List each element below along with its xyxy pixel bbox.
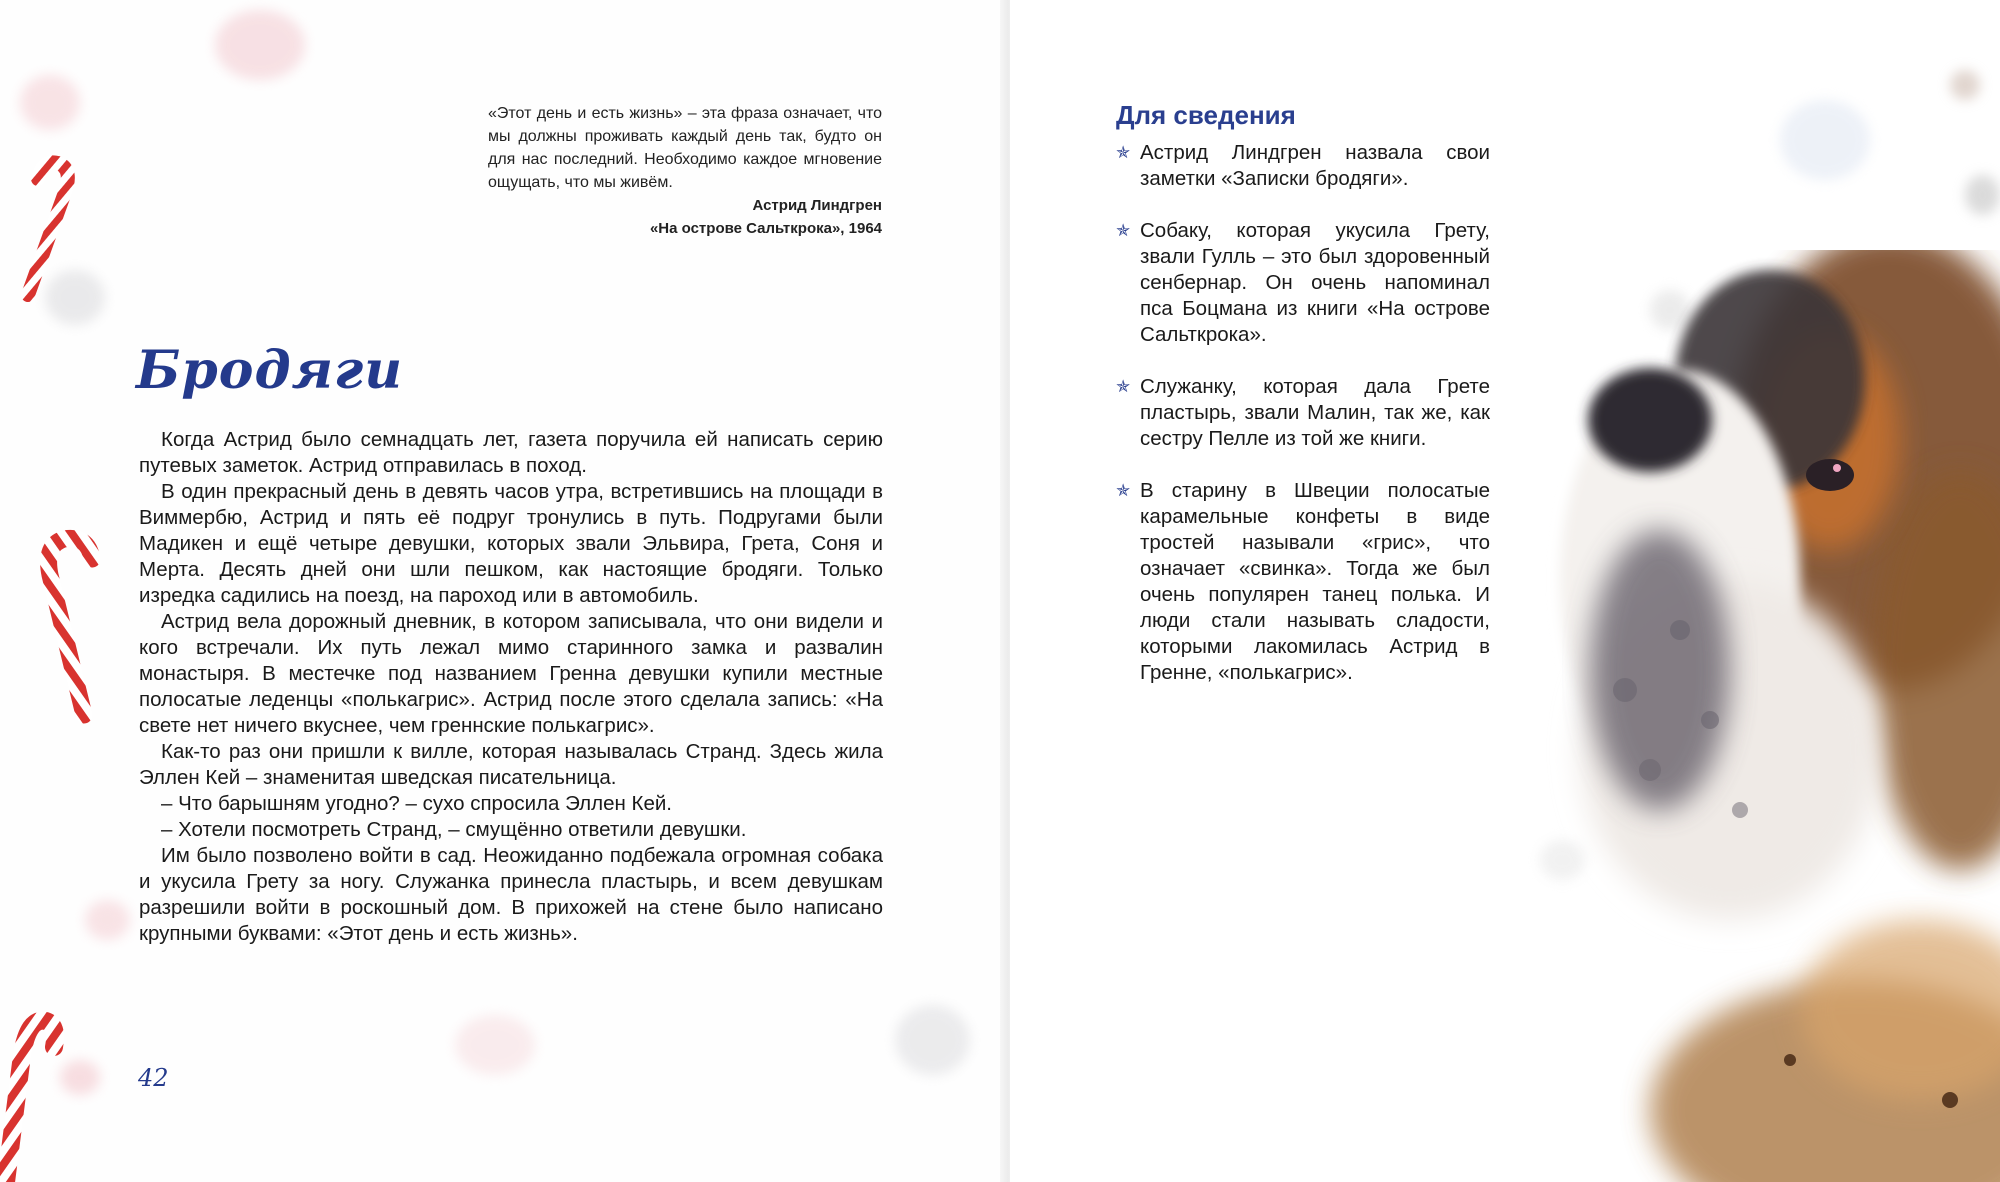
watercolor-blot xyxy=(85,900,130,940)
chapter-title: Бродяги xyxy=(136,340,404,401)
info-heading: Для сведения xyxy=(1116,100,1296,130)
info-item xyxy=(1116,218,1490,348)
paragraph: – Что барышням угодно? – сухо спросила Эллен Кей. xyxy=(161,792,672,815)
watercolor-blot xyxy=(215,10,305,80)
watercolor-blot xyxy=(1950,70,1980,100)
info-item-text: Астрид Линдгрен назвала свои заметки «Записки бродяги». xyxy=(1140,141,1490,190)
star-icon: ✯ xyxy=(1116,377,1131,396)
paragraph: Когда Астрид было семнадцать лет, газета поручила ей написать серию путевых заметок. Астрид отправилась в поход. xyxy=(139,428,883,477)
paragraph: Им было позволено войти в сад. Неожиданно подбежала огромная собака и укусила Грету за ногу. Служанка принесла пластырь, и всем девушкам разрешили войти в роскошный дом. В прихожей на стене было написано крупными буквами: «Этот день и есть жизнь». xyxy=(139,844,883,945)
watercolor-blot xyxy=(1965,175,2000,215)
candy-cane-illustration xyxy=(0,995,70,1182)
info-item-text: Служанку, которая дала Грете пластырь, звали Малин, так же, как сестру Пелле из той же книги. xyxy=(1140,375,1490,450)
info-item xyxy=(1116,478,1490,686)
paragraph: Астрид вела дорожный дневник, в котором записывала, что они видели и кого встречали. Их путь лежал мимо старинного замка и развалин монастыря. В местечке под названием Гренна девушки купили местные полосатые леденцы «полькагрис». Астрид после этого сделала запись: «На свете нет ничего вкуснее, чем греннские полькагрис». xyxy=(139,610,883,737)
watercolor-blot xyxy=(1780,100,1870,180)
candy-cane-illustration xyxy=(16,155,96,305)
info-item xyxy=(1116,374,1490,452)
info-item-text: В старину в Швеции полосатые карамельные конфеты в виде тростей называли «грис», что означает «свинка». Тогда же был очень популярен танец полька. И люди стали называть сладости, которыми лакомилась Астрид в Гренне, «полькагрис». xyxy=(1140,479,1490,684)
star-icon: ✯ xyxy=(1116,143,1131,162)
page-number: 42 xyxy=(138,1064,169,1092)
star-icon: ✯ xyxy=(1116,481,1131,500)
paragraph: – Хотели посмотреть Странд, – смущённо ответили девушки. xyxy=(161,818,747,841)
paragraph: В один прекрасный день в девять часов утра, встретившись на площади в Виммербю, Астрид и пять её подруг тронулись в путь. Подругами были Мадикен и ещё четыре девушки, которых звали Эльвира, Грета, Соня и Мерта. Десять дней они шли пешком, как настоящие бродяги. Только изредка садились на поезд, на пароход или в автомобиль. xyxy=(139,480,883,607)
epigraph-author: Астрид Линдгрен xyxy=(752,197,882,214)
info-list xyxy=(1116,140,1490,712)
dog-illustration xyxy=(1530,250,2000,1182)
info-item xyxy=(1116,140,1490,192)
info-item-text: Собаку, которая укусила Грету, звали Гулль – это был здоровенный сенбернар. Он очень напоминал пса Боцмана из книги «На острове Сальткрока». xyxy=(1140,219,1490,346)
epigraph xyxy=(488,102,882,240)
epigraph-text: «Этот день и есть жизнь» – эта фраза означает, что мы должны проживать каждый день так, будто он для нас последний. Необходимо каждое мгновение ощущать, что мы живём. xyxy=(488,105,882,191)
candy-cane-illustration xyxy=(22,525,112,725)
star-icon: ✯ xyxy=(1116,221,1131,240)
paragraph: Как-то раз они пришли к вилле, которая называлась Странд. Здесь жила Эллен Кей – знаменитая шведская писательница. xyxy=(139,740,883,789)
watercolor-blot xyxy=(895,1005,970,1075)
epigraph-source: «На острове Сальткрока», 1964 xyxy=(649,220,882,237)
watercolor-blot xyxy=(455,1015,535,1075)
watercolor-blot xyxy=(20,75,80,130)
chapter-body xyxy=(139,427,883,947)
